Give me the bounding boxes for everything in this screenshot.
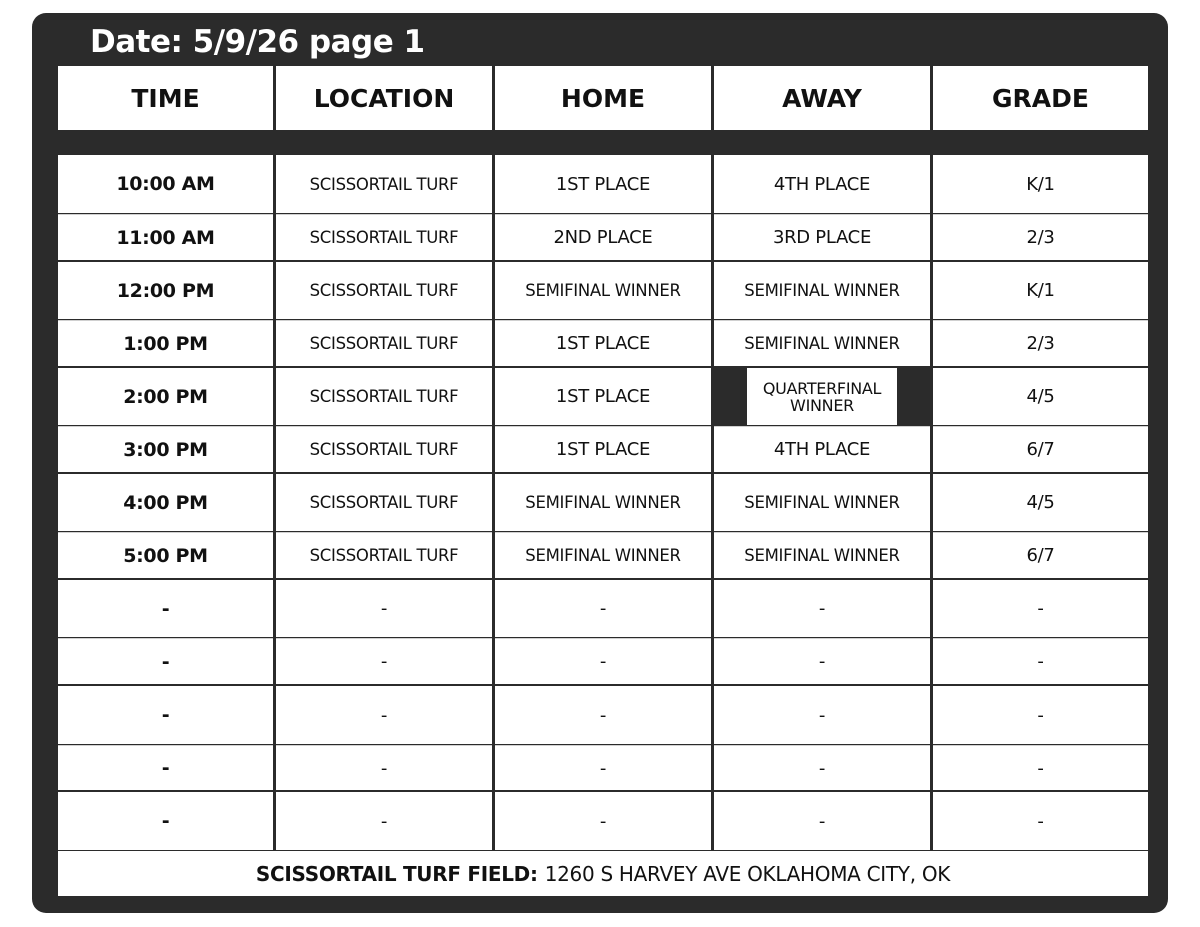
cell-home: SEMIFINAL WINNER bbox=[495, 474, 711, 531]
cell-grade: 2/3 bbox=[933, 214, 1148, 260]
header-time: TIME bbox=[58, 66, 273, 130]
table-row bbox=[58, 320, 1148, 366]
header-home: HOME bbox=[495, 66, 711, 130]
cell-away: - bbox=[714, 638, 930, 684]
cell-home: - bbox=[495, 580, 711, 637]
cell-home: 1ST PLACE bbox=[495, 368, 711, 425]
cell-grade: K/1 bbox=[933, 155, 1148, 213]
cell-away: - bbox=[714, 745, 930, 790]
cell-location: SCISSORTAIL TURF bbox=[276, 214, 492, 260]
cell-location: SCISSORTAIL TURF bbox=[276, 474, 492, 531]
cell-time: - bbox=[58, 792, 273, 850]
cell-grade: - bbox=[933, 686, 1148, 744]
cell-away: 4TH PLACE bbox=[714, 155, 930, 213]
cell-home: SEMIFINAL WINNER bbox=[495, 532, 711, 578]
cell-location: SCISSORTAIL TURF bbox=[276, 532, 492, 578]
table-row bbox=[58, 368, 1148, 425]
cell-away: SEMIFINAL WINNER bbox=[714, 320, 930, 366]
cell-home: SEMIFINAL WINNER bbox=[495, 262, 711, 319]
table-row bbox=[58, 262, 1148, 319]
cell-time: 1:00 PM bbox=[58, 320, 273, 366]
cell-grade: 6/7 bbox=[933, 532, 1148, 578]
cell-time: - bbox=[58, 580, 273, 637]
table-row bbox=[58, 638, 1148, 684]
cell-home: 1ST PLACE bbox=[495, 320, 711, 366]
cell-time: - bbox=[58, 745, 273, 790]
table-row bbox=[58, 745, 1148, 790]
header-grade: GRADE bbox=[933, 66, 1148, 130]
cell-time: 4:00 PM bbox=[58, 474, 273, 531]
cell-grade: - bbox=[933, 745, 1148, 790]
table-row bbox=[58, 155, 1148, 213]
page-title: Date: 5/9/26 page 1 bbox=[90, 24, 425, 60]
cell-time: 12:00 PM bbox=[58, 262, 273, 319]
footer-address-text: 1260 S HARVEY AVE OKLAHOMA CITY, OK bbox=[544, 861, 951, 886]
header-row bbox=[58, 66, 1148, 130]
cell-home: - bbox=[495, 745, 711, 790]
table-row bbox=[58, 792, 1148, 850]
cell-home: 2ND PLACE bbox=[495, 214, 711, 260]
table-row bbox=[58, 214, 1148, 260]
cell-grade: 6/7 bbox=[933, 426, 1148, 472]
cell-away: - bbox=[714, 686, 930, 744]
cell-location: - bbox=[276, 745, 492, 790]
cell-home: 1ST PLACE bbox=[495, 426, 711, 472]
cell-location: - bbox=[276, 580, 492, 637]
cell-grade: 4/5 bbox=[933, 474, 1148, 531]
cell-home: - bbox=[495, 638, 711, 684]
cell-grade: 2/3 bbox=[933, 320, 1148, 366]
cell-away: - bbox=[714, 580, 930, 637]
cell-away: QUARTERFINAL WINNER bbox=[747, 368, 897, 425]
cell-time: 11:00 AM bbox=[58, 214, 273, 260]
cell-location: SCISSORTAIL TURF bbox=[276, 368, 492, 425]
cell-grade: - bbox=[933, 580, 1148, 637]
table-row bbox=[58, 580, 1148, 637]
cell-away: 4TH PLACE bbox=[714, 426, 930, 472]
table-row bbox=[58, 474, 1148, 531]
cell-time: 2:00 PM bbox=[58, 368, 273, 425]
cell-time: 10:00 AM bbox=[58, 155, 273, 213]
cell-away: SEMIFINAL WINNER bbox=[714, 262, 930, 319]
cell-grade: 4/5 bbox=[933, 368, 1148, 425]
cell-time: - bbox=[58, 638, 273, 684]
cell-location: - bbox=[276, 792, 492, 850]
footer-address bbox=[58, 851, 1148, 896]
cell-location: SCISSORTAIL TURF bbox=[276, 320, 492, 366]
cell-away: 3RD PLACE bbox=[714, 214, 930, 260]
table-row bbox=[58, 686, 1148, 744]
cell-away: SEMIFINAL WINNER bbox=[714, 474, 930, 531]
cell-grade: K/1 bbox=[933, 262, 1148, 319]
cell-location: SCISSORTAIL TURF bbox=[276, 426, 492, 472]
cell-away: SEMIFINAL WINNER bbox=[714, 532, 930, 578]
header-location: LOCATION bbox=[276, 66, 492, 130]
table-row bbox=[58, 532, 1148, 578]
cell-away: - bbox=[714, 792, 930, 850]
header-away: AWAY bbox=[714, 66, 930, 130]
footer-label: SCISSORTAIL TURF FIELD: bbox=[255, 861, 538, 886]
cell-location: SCISSORTAIL TURF bbox=[276, 155, 492, 213]
cell-time: 5:00 PM bbox=[58, 532, 273, 578]
cell-time: 3:00 PM bbox=[58, 426, 273, 472]
cell-grade: - bbox=[933, 792, 1148, 850]
cell-location: - bbox=[276, 686, 492, 744]
cell-home: - bbox=[495, 686, 711, 744]
cell-home: - bbox=[495, 792, 711, 850]
cell-grade: - bbox=[933, 638, 1148, 684]
cell-location: SCISSORTAIL TURF bbox=[276, 262, 492, 319]
cell-location: - bbox=[276, 638, 492, 684]
cell-home: 1ST PLACE bbox=[495, 155, 711, 213]
cell-time: - bbox=[58, 686, 273, 744]
table-row bbox=[58, 426, 1148, 472]
